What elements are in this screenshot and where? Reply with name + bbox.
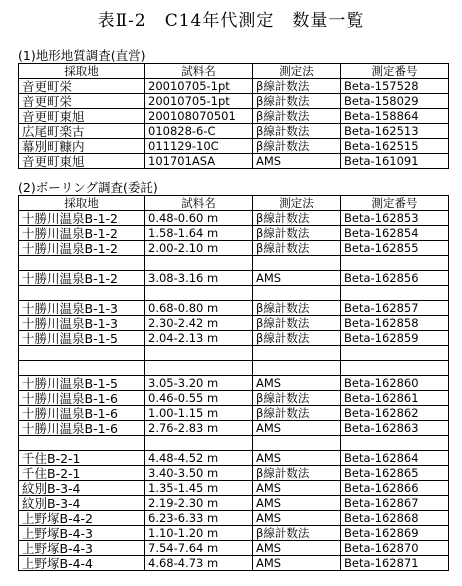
section1-heading: (1)地形地質調査(直営): [18, 48, 146, 63]
cell-method: AMS: [253, 496, 341, 511]
table-row: [19, 256, 449, 271]
cell-location: 十勝川温泉B-1-2: [19, 226, 145, 241]
cell-number: Beta-162860: [341, 376, 449, 391]
cell-method: β線計数法: [253, 316, 341, 331]
table-row: [19, 94, 449, 109]
header-location: 採取地: [19, 64, 145, 79]
cell-location: 十勝川温泉B-1-5: [19, 376, 145, 391]
cell-location: 十勝川温泉B-1-6: [19, 421, 145, 436]
cell-sample: 0.48-0.60 m: [145, 211, 253, 226]
cell-number: [341, 286, 449, 301]
cell-method: β線計数法: [253, 526, 341, 541]
cell-location: 広尾町楽古: [19, 124, 145, 139]
cell-location: 音更町東旭: [19, 109, 145, 124]
cell-sample: [145, 256, 253, 271]
cell-sample: 011129-10C: [145, 139, 253, 154]
cell-method: AMS: [253, 541, 341, 556]
cell-sample: [145, 346, 253, 361]
table-row: [19, 109, 449, 124]
cell-sample: 1.35-1.45 m: [145, 481, 253, 496]
cell-sample: 3.40-3.50 m: [145, 466, 253, 481]
cell-method: AMS: [253, 511, 341, 526]
cell-number: Beta-162866: [341, 481, 449, 496]
cell-method: β線計数法: [253, 124, 341, 139]
table-row: [19, 331, 449, 346]
table-row: [19, 511, 449, 526]
cell-sample: 20010705-1pt: [145, 79, 253, 94]
cell-number: Beta-157528: [341, 79, 449, 94]
cell-number: Beta-162856: [341, 271, 449, 286]
cell-number: Beta-162861: [341, 391, 449, 406]
cell-sample: 1.00-1.15 m: [145, 406, 253, 421]
cell-location: 紋別B-3-4: [19, 496, 145, 511]
cell-location: 上野塚B-4-3: [19, 526, 145, 541]
cell-location: 上野塚B-4-2: [19, 511, 145, 526]
cell-number: Beta-162513: [341, 124, 449, 139]
table-row: [19, 286, 449, 301]
cell-method: β線計数法: [253, 226, 341, 241]
cell-sample: 2.30-2.42 m: [145, 316, 253, 331]
cell-sample: 4.68-4.73 m: [145, 556, 253, 571]
cell-number: Beta-162515: [341, 139, 449, 154]
cell-sample: 4.48-4.52 m: [145, 451, 253, 466]
table-row: [19, 316, 449, 331]
table-header-row: [19, 196, 449, 211]
cell-location: [19, 256, 145, 271]
cell-method: [253, 361, 341, 376]
header-location: 採取地: [19, 196, 145, 211]
cell-location: [19, 286, 145, 301]
cell-location: 音更町東旭: [19, 154, 145, 169]
cell-sample: 200108070501: [145, 109, 253, 124]
cell-method: AMS: [253, 271, 341, 286]
cell-method: β線計数法: [253, 301, 341, 316]
table-row: [19, 556, 449, 571]
cell-method: AMS: [253, 481, 341, 496]
cell-number: Beta-162863: [341, 421, 449, 436]
cell-method: AMS: [253, 556, 341, 571]
cell-number: [341, 361, 449, 376]
table-row: [19, 154, 449, 169]
header-method: 測定法: [253, 196, 341, 211]
cell-number: Beta-162855: [341, 241, 449, 256]
cell-method: β線計数法: [253, 406, 341, 421]
table-row: [19, 301, 449, 316]
cell-location: 紋別B-3-4: [19, 481, 145, 496]
cell-number: Beta-162859: [341, 331, 449, 346]
cell-location: 十勝川温泉B-1-6: [19, 391, 145, 406]
header-number: 測定番号: [341, 64, 449, 79]
header-method: 測定法: [253, 64, 341, 79]
cell-method: [253, 436, 341, 451]
cell-number: Beta-162853: [341, 211, 449, 226]
cell-sample: 3.08-3.16 m: [145, 271, 253, 286]
cell-method: β線計数法: [253, 79, 341, 94]
page-title: 表Ⅱ-2 C14年代測定 数量一覧: [97, 11, 365, 31]
table-row: [19, 346, 449, 361]
cell-location: 上野塚B-4-4: [19, 556, 145, 571]
table-row: [19, 241, 449, 256]
table-row: [19, 226, 449, 241]
cell-location: 音更町栄: [19, 94, 145, 109]
table-row: [19, 481, 449, 496]
table-row: [19, 496, 449, 511]
cell-method: [253, 286, 341, 301]
survey-table: [18, 63, 449, 169]
table-row: [19, 139, 449, 154]
cell-number: Beta-162857: [341, 301, 449, 316]
cell-number: Beta-158864: [341, 109, 449, 124]
cell-number: [341, 346, 449, 361]
cell-number: Beta-162867: [341, 496, 449, 511]
cell-sample: 1.58-1.64 m: [145, 226, 253, 241]
cell-location: 音更町栄: [19, 79, 145, 94]
cell-method: β線計数法: [253, 211, 341, 226]
table-row: [19, 451, 449, 466]
cell-number: [341, 256, 449, 271]
cell-location: [19, 346, 145, 361]
cell-method: β線計数法: [253, 139, 341, 154]
cell-sample: 0.46-0.55 m: [145, 391, 253, 406]
table-header-row: [19, 64, 449, 79]
header-sample: 試料名: [145, 64, 253, 79]
table-row: [19, 79, 449, 94]
cell-sample: 2.04-2.13 m: [145, 331, 253, 346]
cell-method: AMS: [253, 376, 341, 391]
cell-number: Beta-162854: [341, 226, 449, 241]
cell-method: AMS: [253, 451, 341, 466]
cell-method: β線計数法: [253, 94, 341, 109]
cell-number: Beta-158029: [341, 94, 449, 109]
cell-number: Beta-162869: [341, 526, 449, 541]
cell-sample: 2.76-2.83 m: [145, 421, 253, 436]
cell-method: AMS: [253, 421, 341, 436]
table-row: [19, 406, 449, 421]
table-row: [19, 391, 449, 406]
cell-location: 十勝川温泉B-1-2: [19, 211, 145, 226]
cell-location: 十勝川温泉B-1-6: [19, 406, 145, 421]
cell-location: 十勝川温泉B-1-2: [19, 271, 145, 286]
table-row: [19, 124, 449, 139]
cell-sample: [145, 436, 253, 451]
cell-number: Beta-162870: [341, 541, 449, 556]
table-row: [19, 541, 449, 556]
cell-location: 十勝川温泉B-1-2: [19, 241, 145, 256]
table-row: [19, 421, 449, 436]
cell-sample: 7.54-7.64 m: [145, 541, 253, 556]
table-row: [19, 466, 449, 481]
cell-method: [253, 346, 341, 361]
cell-number: Beta-162865: [341, 466, 449, 481]
cell-location: 千住B-2-1: [19, 466, 145, 481]
header-number: 測定番号: [341, 196, 449, 211]
cell-sample: 6.23-6.33 m: [145, 511, 253, 526]
cell-location: 千住B-2-1: [19, 451, 145, 466]
cell-number: [341, 436, 449, 451]
cell-location: [19, 436, 145, 451]
header-sample: 試料名: [145, 196, 253, 211]
cell-sample: 2.19-2.30 m: [145, 496, 253, 511]
cell-sample: 20010705-1pt: [145, 94, 253, 109]
section2-heading: (2)ボーリング調査(委託): [18, 180, 158, 195]
cell-location: 上野塚B-4-3: [19, 541, 145, 556]
cell-method: β線計数法: [253, 466, 341, 481]
cell-number: Beta-161091: [341, 154, 449, 169]
cell-method: β線計数法: [253, 109, 341, 124]
boring-table: [18, 195, 449, 571]
table-row: [19, 526, 449, 541]
cell-location: 幕別町糠内: [19, 139, 145, 154]
cell-sample: 1.10-1.20 m: [145, 526, 253, 541]
cell-number: Beta-162868: [341, 511, 449, 526]
table-row: [19, 211, 449, 226]
cell-sample: 101701ASA: [145, 154, 253, 169]
cell-sample: [145, 286, 253, 301]
cell-method: β線計数法: [253, 391, 341, 406]
cell-number: Beta-162871: [341, 556, 449, 571]
cell-location: [19, 361, 145, 376]
table-row: [19, 361, 449, 376]
cell-sample: 2.00-2.10 m: [145, 241, 253, 256]
table-row: [19, 436, 449, 451]
cell-sample: 0.68-0.80 m: [145, 301, 253, 316]
cell-location: 十勝川温泉B-1-5: [19, 331, 145, 346]
cell-number: Beta-162864: [341, 451, 449, 466]
table-row: [19, 376, 449, 391]
cell-method: β線計数法: [253, 331, 341, 346]
cell-location: 十勝川温泉B-1-3: [19, 316, 145, 331]
cell-number: Beta-162862: [341, 406, 449, 421]
cell-method: AMS: [253, 154, 341, 169]
cell-number: Beta-162858: [341, 316, 449, 331]
cell-sample: 010828-6-C: [145, 124, 253, 139]
cell-method: β線計数法: [253, 241, 341, 256]
cell-location: 十勝川温泉B-1-3: [19, 301, 145, 316]
table-row: [19, 271, 449, 286]
cell-sample: [145, 361, 253, 376]
cell-sample: 3.05-3.20 m: [145, 376, 253, 391]
cell-method: [253, 256, 341, 271]
